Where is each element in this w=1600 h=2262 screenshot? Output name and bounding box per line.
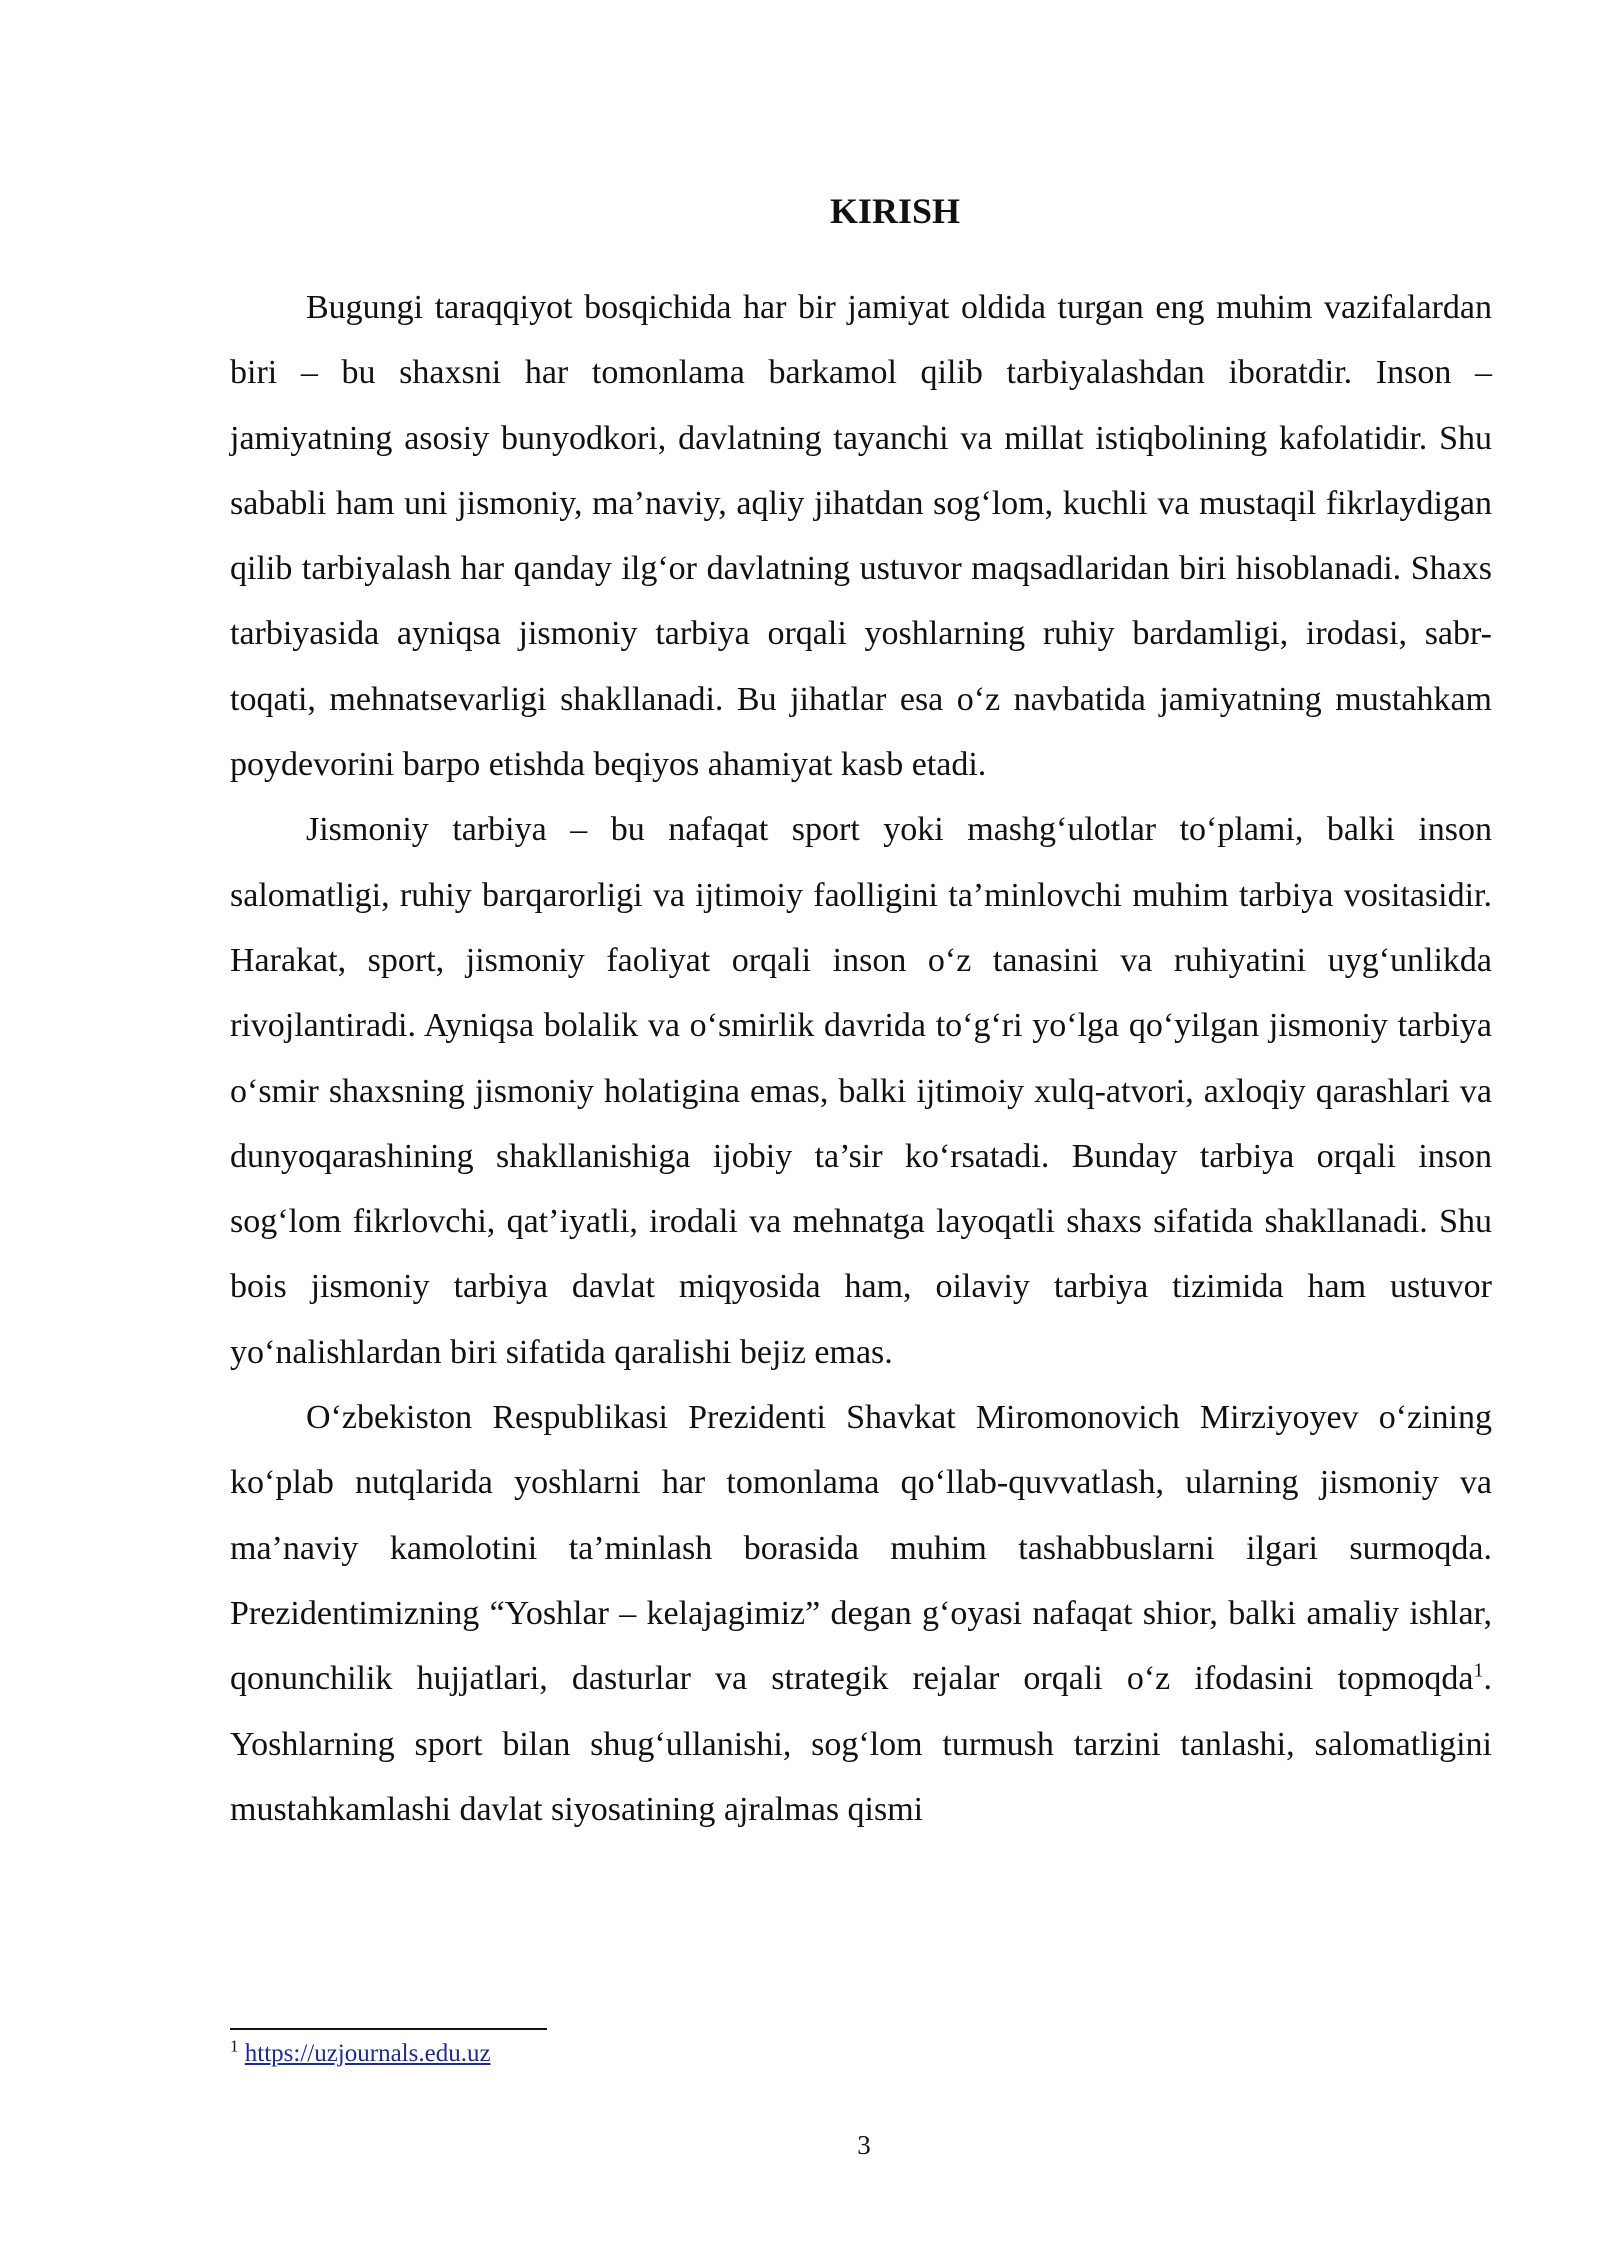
body-text [230,275,1492,1842]
paragraph-3 [230,1385,1492,1842]
footnote [230,2038,491,2070]
paragraph-3-text-before-note: O‘zbekiston Respublikasi Prezidenti Shavkat Miromonovich Mirziyoyev o‘zining ko‘plab nutqlarida yoshlarni har tomonlama qo‘llab-quvvatlash, ularning jismoniy va ma’naviy kamolotini ta’minlash borasida muhim tashabbuslarni ilgari surmoqda. Prezidentimizning “Yoshlar – kelajagimiz” degan g‘oyasi nafaqat shior, balki amaliy ishlar, qonunchilik hujjatlari, dasturlar va strategik rejalar orqali o‘z ifodasini topmoqda [230,1399,1492,1698]
paragraph-2: Jismoniy tarbiya – bu nafaqat sport yoki mashg‘ulotlar to‘plami, balki inson salomatligi, ruhiy barqarorligi va ijtimoiy faolligini ta’minlovchi muhim tarbiya vositasidir. Harakat, sport, jismoniy faoliyat orqali inson o‘z tanasini va ruhiyatini uyg‘unlikda rivojlantiradi. Ayniqsa bolalik va o‘smirlik davrida to‘g‘ri yo‘lga qo‘yilgan jismoniy tarbiya o‘smir shaxsning jismoniy holatigina emas, balki ijtimoiy xulq-atvori, axloqiy qarashlari va dunyoqarashining shakllanishiga ijobiy ta’sir ko‘rsatadi. Bunday tarbiya orqali inson sog‘lom fikrlovchi, qat’iyatli, irodali va mehnatga layoqatli shaxs sifatida shakllanadi. Shu bois jismoniy tarbiya davlat miqyosida ham, oilaviy tarbiya tizimida ham ustuvor yo‘nalishlardan biri sifatida qaralishi bejiz emas. [230,811,1492,1371]
footnote-marker: 1 [230,2036,239,2056]
page-number: 3 [857,2130,871,2160]
paragraph-3-text-after-note: . Yoshlarning sport bilan shug‘ullanishi, sog‘lom turmush tarzini tanlashi, salomatligini mustahkamlashi davlat siyosatining ajralmas qismi [230,1660,1492,1828]
paragraph-1: Bugungi taraqqiyot bosqichida har bir jamiyat oldida turgan eng muhim vazifalardan biri – bu shaxsni har tomonlama barkamol qilib tarbiyalashdan iboratdir. Inson – jamiyatning asosiy bunyodkori, davlatning tayanchi va millat istiqbolining kafolatidir. Shu sababli ham uni jismoniy, ma’naviy, aqliy jihatdan sog‘lom, kuchli va mustaqil fikrlaydigan qilib tarbiyalash har qanday ilg‘or davlatning ustuvor maqsadlaridan biri hisoblanadi. Shaxs tarbiyasida ayniqsa jismoniy tarbiya orqali yoshlarning ruhiy bardamligi, irodasi, sabr-toqati, mehnatsevarligi shakllanadi. Bu jihatlar esa o‘z navbatida jamiyatning mustahkam poydevorini barpo etishda beqiyos ahamiyat kasb etadi. [230,289,1492,784]
section-heading: KIRISH [829,191,961,231]
footnote-link[interactable]: https://uzjournals.edu.uz [244,2040,491,2067]
footnote-separator [230,2028,547,2030]
footnote-reference[interactable]: 1 [1473,1659,1484,1682]
